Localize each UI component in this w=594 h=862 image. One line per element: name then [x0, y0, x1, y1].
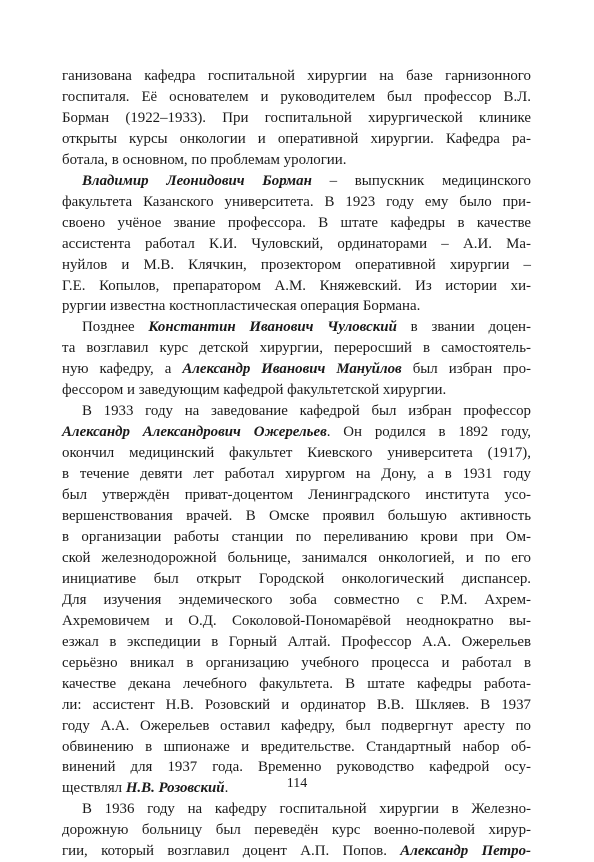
text-line	[62, 108, 531, 129]
line-text: году А.А. Ожерельев оставил кафедру, был подвергнут аресту по	[62, 717, 531, 734]
text-line	[62, 338, 531, 359]
line-text: серьёзно вникал в организацию учебного процесса и работал в	[62, 654, 531, 671]
line-text: ществлял	[62, 780, 126, 797]
text-line	[62, 695, 531, 716]
text-line	[62, 171, 531, 192]
line-text: ской железнодорожной больнице, занимался онкологией, и по его	[62, 549, 531, 566]
line-text: ганизована кафедра госпитальной хирургии на базе гарнизонного	[62, 68, 531, 84]
text-line	[62, 66, 531, 87]
line-text: окончил медицинский факультет Киевского университета (1917),	[62, 445, 531, 462]
line-text: Г.Е. Копылов, препаратором А.М. Княжевский. Из истории хи-	[62, 277, 531, 294]
line-text: был утверждён приват-доцентом Ленинградского института усо-	[62, 487, 531, 504]
line-text: обвинению в шпионаже и вредительстве. Стандартный набор об-	[62, 738, 531, 755]
line-text: рургии известна костнопластическая операция Бормана.	[62, 298, 421, 315]
person-name: Александр Александрович Ожерельев	[62, 424, 327, 441]
line-text: .	[224, 780, 229, 797]
text-line	[62, 737, 531, 758]
line-text: нуйлов и М.В. Клячкин, прозектором оперативной хирургии –	[62, 256, 531, 273]
line-text: В 1933 году на заведование кафедрой был избран профессор	[82, 403, 531, 420]
text-line	[62, 401, 531, 422]
line-text: своено учёное звание профессора. В штате кафедры в качестве	[62, 214, 531, 231]
line-text: инициативе был открыт Городской онкологический диспансер.	[62, 570, 531, 587]
line-text: вершенствования врачей. В Омске проявил большую активность	[62, 508, 531, 525]
line-text: винений для 1937 года. Временно руководство кафедрой осу-	[62, 759, 531, 776]
text-line	[62, 674, 531, 695]
body-text	[62, 66, 531, 862]
text-line	[62, 296, 531, 317]
text-line	[62, 653, 531, 674]
text-line	[62, 234, 531, 255]
line-text: езжал в экспедиции в Горный Алтай. Профессор А.А. Ожерельев	[62, 633, 531, 650]
text-line	[62, 192, 531, 213]
line-text: Для изучения эндемического зоба совместно с Р.М. Ахрем-	[62, 591, 531, 608]
line-text: в течение девяти лет работал хирургом на Дону, а в 1931 году	[62, 466, 531, 483]
text-line	[62, 799, 531, 820]
text-line	[62, 590, 531, 611]
text-line	[62, 255, 531, 276]
line-text: в организации работы станции по переливанию крови при Ом-	[62, 528, 531, 545]
text-line	[62, 841, 531, 862]
line-text: открыты курсы онкологии и оперативной хирургии. Кафедра ра-	[62, 130, 531, 147]
text-line	[62, 150, 531, 171]
text-line	[62, 632, 531, 653]
text-line	[62, 317, 531, 338]
line-text: был избран про-	[401, 361, 531, 378]
line-text: фессором и заведующим кафедрой факультетской хирургии.	[62, 382, 447, 399]
text-line	[62, 506, 531, 527]
line-text: дорожную больницу был переведён курс военно-полевой хирур-	[62, 822, 531, 839]
text-line	[62, 359, 531, 380]
line-text: . Он родился в 1892 году,	[326, 424, 531, 441]
text-line	[62, 464, 531, 485]
text-line	[62, 380, 531, 401]
line-text: ную кафедру, а	[62, 361, 183, 378]
text-line	[62, 820, 531, 841]
text-line	[62, 129, 531, 150]
page-number: 114	[286, 776, 308, 791]
line-text: В 1936 году на кафедру госпитальной хирургии в Железно-	[82, 801, 531, 818]
line-text: гии, который возглавил доцент А.П. Попов.	[62, 843, 401, 860]
text-line	[62, 611, 531, 632]
person-name: Александр Петро-	[400, 843, 531, 860]
text-line	[62, 422, 531, 443]
line-text: ботала, в основном, по проблемам урологии.	[62, 151, 347, 168]
text-line	[62, 548, 531, 569]
person-name: Владимир Леонидович Борман	[82, 172, 312, 189]
person-name: Александр Иванович Мануйлов	[182, 361, 402, 378]
text-line	[62, 87, 531, 108]
text-line	[62, 569, 531, 590]
line-text: в звании доцен-	[396, 319, 531, 336]
text-line	[62, 716, 531, 737]
line-text: качестве декана лечебного факультета. В штате кафедры работа-	[62, 675, 531, 692]
text-line	[62, 527, 531, 548]
line-text: госпиталя. Её основателем и руководителем был профессор В.Л.	[62, 88, 531, 105]
line-text: Ахремовичем и О.Д. Соколовой-Пономарёвой неоднократно вы-	[62, 612, 531, 629]
text-line	[62, 443, 531, 464]
line-text: Борман (1922–1933). При госпитальной хирургической клинике	[62, 109, 531, 126]
person-name: Константин Иванович Чуловский	[148, 319, 397, 336]
text-line	[62, 213, 531, 234]
line-text: факультета Казанского университета. В 1923 году ему было при-	[62, 193, 531, 210]
line-text: – выпускник медицинского	[311, 172, 531, 189]
line-text: ли: ассистент Н.В. Розовский и ординатор В.В. Шкляев. В 1937	[62, 696, 531, 713]
line-text: Позднее	[82, 319, 149, 336]
text-line	[62, 485, 531, 506]
text-line	[62, 276, 531, 297]
line-text: ассистента работал К.И. Чуловский, ординаторами – А.И. Ма-	[62, 235, 531, 252]
line-text: та возглавил курс детской хирургии, переросший в самостоятель-	[62, 340, 531, 357]
person-name: Н.В. Розовский	[125, 780, 225, 797]
